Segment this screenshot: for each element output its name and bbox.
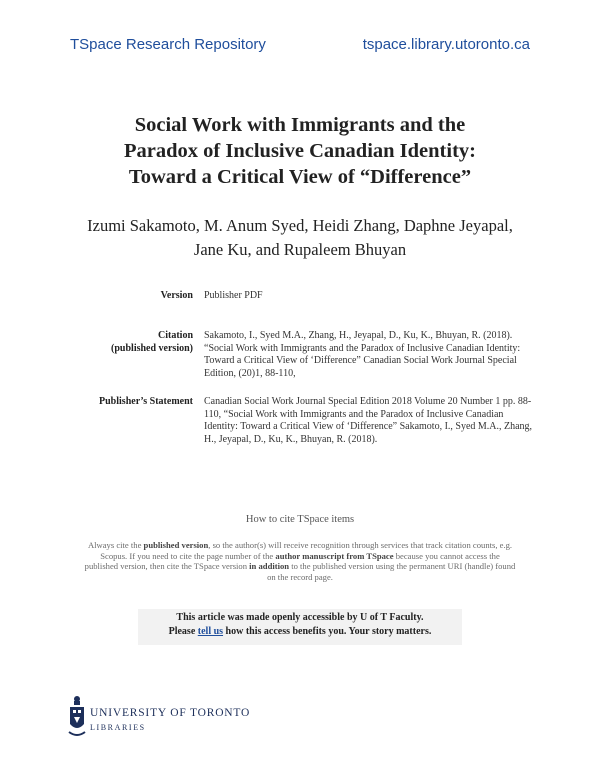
guidance-text: Always cite the: [87, 540, 144, 550]
title-line: Social Work with Immigrants and the: [134, 114, 466, 136]
author-list: [40, 214, 560, 262]
guidance-emphasis: in addition: [249, 561, 290, 572]
guidance-emphasis: published version: [143, 540, 209, 550]
guidance-text: because you cannot access the published version, then cite the TSpace version: [84, 550, 500, 572]
page-header: [70, 36, 530, 56]
citation-label: [111, 330, 193, 355]
citation-label-line: (published version): [111, 342, 193, 354]
citation-label-line: Citation: [158, 330, 193, 341]
author-line: Jane Ku, and Rupaleem Bhuyan: [193, 240, 407, 259]
access-note-suffix: how this access benefits you. Your story matters.: [223, 626, 432, 637]
version-label: Version: [160, 290, 193, 301]
citation-value: Sakamoto, I., Syed M.A., Zhang, H., Jeyapal, D., Ku, K., Bhuyan, R. (2018). “Social Work with Immigrants and the Paradox of Inclusive Canadian Identity: Toward a Critical View of ‘Difference” Canadian Social Work Journal Special Edition, (20)1, 88-110,: [204, 330, 521, 379]
university-name: UNIVERSITY OF TORONTO: [90, 707, 251, 719]
repository-name[interactable]: TSpace Research Repository: [70, 36, 266, 53]
how-to-cite-heading: How to cite TSpace items: [245, 514, 355, 525]
publisher-statement-value: Canadian Social Work Journal Special Edition 2018 Volume 20 Number 1 pp. 88-110, “Social Work with Immigrants and the Paradox of Inclusive Canadian Identity: Toward a Critical View of ‘Difference” Sakamoto, I., Syed M.A., Zhang, H., Jeyapal, D., Ku, K., Bhuyan, R. (2018).: [204, 396, 533, 445]
access-note-prefix: Please: [168, 626, 198, 637]
version-value: Publisher PDF: [204, 290, 263, 301]
crest-icon: [68, 694, 86, 742]
access-note-line: This article was made openly accessible by U of T Faculty.: [176, 612, 424, 623]
access-note-box: [138, 609, 462, 645]
citation-guidance: [84, 540, 516, 582]
guidance-text: to the published version using the permanent URI (handle) found on the record page.: [267, 561, 516, 582]
libraries-label: LIBRARIES: [90, 723, 146, 732]
guidance-emphasis: author manuscript from TSpace: [275, 550, 394, 561]
university-logo: [68, 694, 268, 744]
title-line: Toward a Critical View of “Difference”: [128, 166, 472, 188]
repository-url[interactable]: tspace.library.utoronto.ca: [362, 36, 530, 53]
title-line: Paradox of Inclusive Canadian Identity:: [124, 140, 476, 162]
tell-us-link[interactable]: tell us: [197, 626, 224, 637]
author-line: Izumi Sakamoto, M. Anum Syed, Heidi Zhang, Daphne Jeyapal,: [87, 216, 513, 235]
publisher-statement-label: Publisher’s Statement: [99, 396, 193, 407]
guidance-text: , so the author(s) will receive recognition through services that track citation counts, e.g. Scopus. If you need to cite the page number of the: [100, 540, 513, 561]
article-title: [60, 112, 540, 190]
access-note-line: [138, 625, 462, 639]
